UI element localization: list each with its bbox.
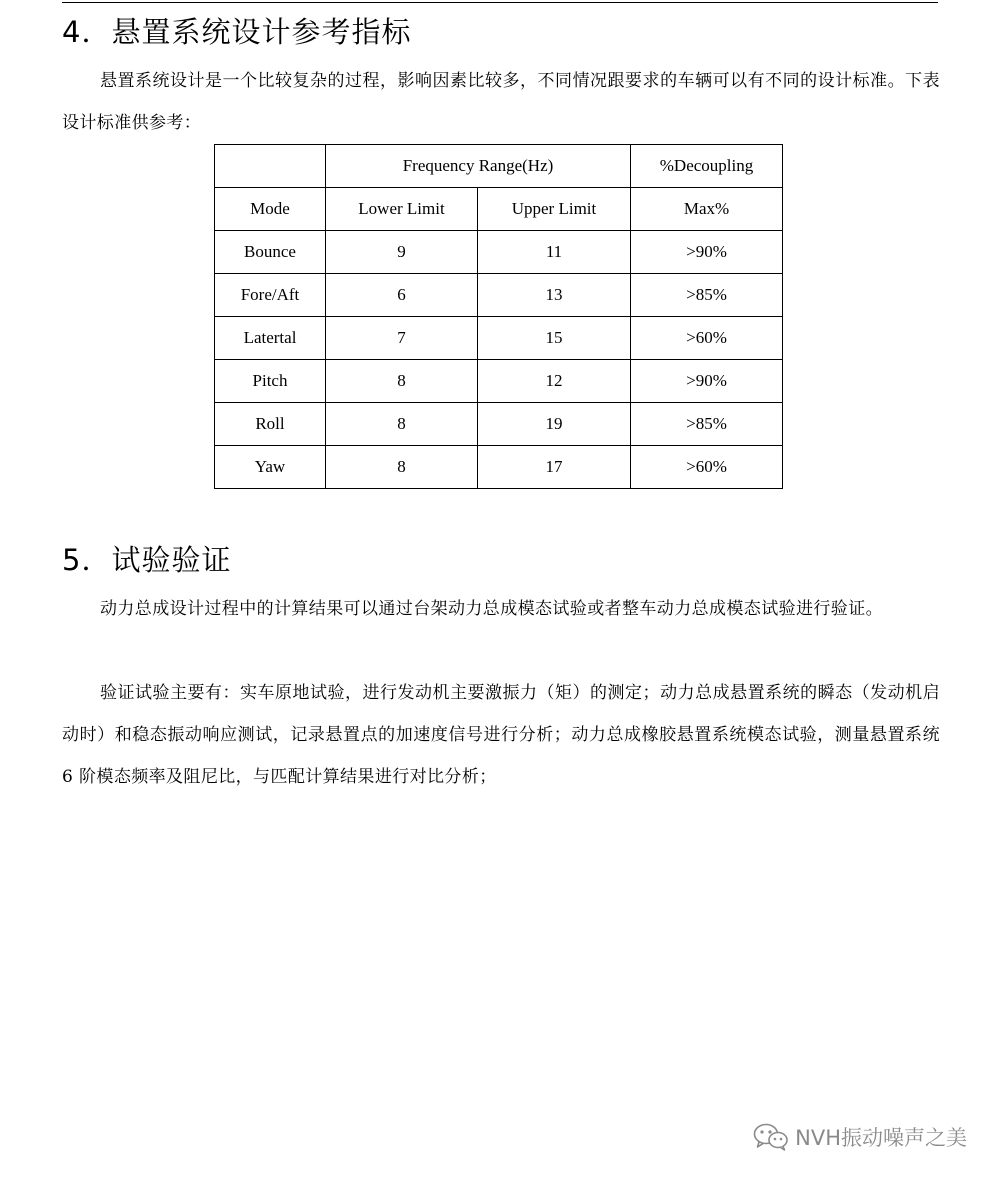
section-5-heading: 5．试验验证	[62, 543, 232, 577]
header-upper-limit: Upper Limit	[478, 188, 631, 231]
section-4-heading: 4．悬置系统设计参考指标	[62, 15, 412, 49]
header-frequency-range: Frequency Range(Hz)	[326, 145, 631, 188]
cell-mode: Latertal	[215, 317, 326, 360]
section-5-para-1: 动力总成设计过程中的计算结果可以通过台架动力总成模态试验或者整车动力总成模态试验进行验证。	[100, 599, 883, 619]
cell-max: >60%	[631, 317, 783, 360]
watermark	[753, 1120, 967, 1154]
cell-upper: 15	[478, 317, 631, 360]
cell-lower: 8	[326, 403, 478, 446]
cell-lower: 7	[326, 317, 478, 360]
header-blank-cell	[215, 145, 326, 188]
header-decoupling: %Decoupling	[631, 145, 783, 188]
cell-lower: 8	[326, 360, 478, 403]
suspension-spec-table	[214, 144, 783, 489]
cell-mode: Roll	[215, 403, 326, 446]
section-4-intro: 悬置系统设计是一个比较复杂的过程，影响因素比较多，不同情况跟要求的车辆可以有不同的设计标准。下表设计标准供参考：	[62, 71, 940, 133]
cell-lower: 8	[326, 446, 478, 489]
header-mode: Mode	[215, 188, 326, 231]
watermark-text: NVH振动噪声之美	[795, 1126, 967, 1150]
cell-max: >90%	[631, 231, 783, 274]
cell-mode: Yaw	[215, 446, 326, 489]
cell-lower: 9	[326, 231, 478, 274]
header-max: Max%	[631, 188, 783, 231]
table-row	[215, 403, 783, 446]
cell-max: >90%	[631, 360, 783, 403]
table-row	[215, 317, 783, 360]
cell-max: >85%	[631, 274, 783, 317]
table-header-row	[215, 145, 783, 188]
cell-mode: Pitch	[215, 360, 326, 403]
table-row	[215, 446, 783, 489]
header-lower-limit: Lower Limit	[326, 188, 478, 231]
cell-upper: 11	[478, 231, 631, 274]
table-row	[215, 274, 783, 317]
cell-upper: 17	[478, 446, 631, 489]
cell-upper: 13	[478, 274, 631, 317]
cell-lower: 6	[326, 274, 478, 317]
top-rule	[62, 2, 938, 3]
cell-max: >60%	[631, 446, 783, 489]
section-5-para-2: 验证试验主要有：实车原地试验，进行发动机主要激振力（矩）的测定；动力总成悬置系统的瞬态（发动机启动时）和稳态振动响应测试，记录悬置点的加速度信号进行分析；动力总成橡胶悬置系统模态试验，测量悬置系统 6 阶模态频率及阻尼比，与匹配计算结果进行对比分析；	[62, 683, 940, 787]
table-subheader-row	[215, 188, 783, 231]
cell-upper: 19	[478, 403, 631, 446]
cell-upper: 12	[478, 360, 631, 403]
table-row	[215, 231, 783, 274]
cell-mode: Fore/Aft	[215, 274, 326, 317]
wechat-icon	[753, 1123, 789, 1151]
table-row	[215, 360, 783, 403]
cell-max: >85%	[631, 403, 783, 446]
cell-mode: Bounce	[215, 231, 326, 274]
